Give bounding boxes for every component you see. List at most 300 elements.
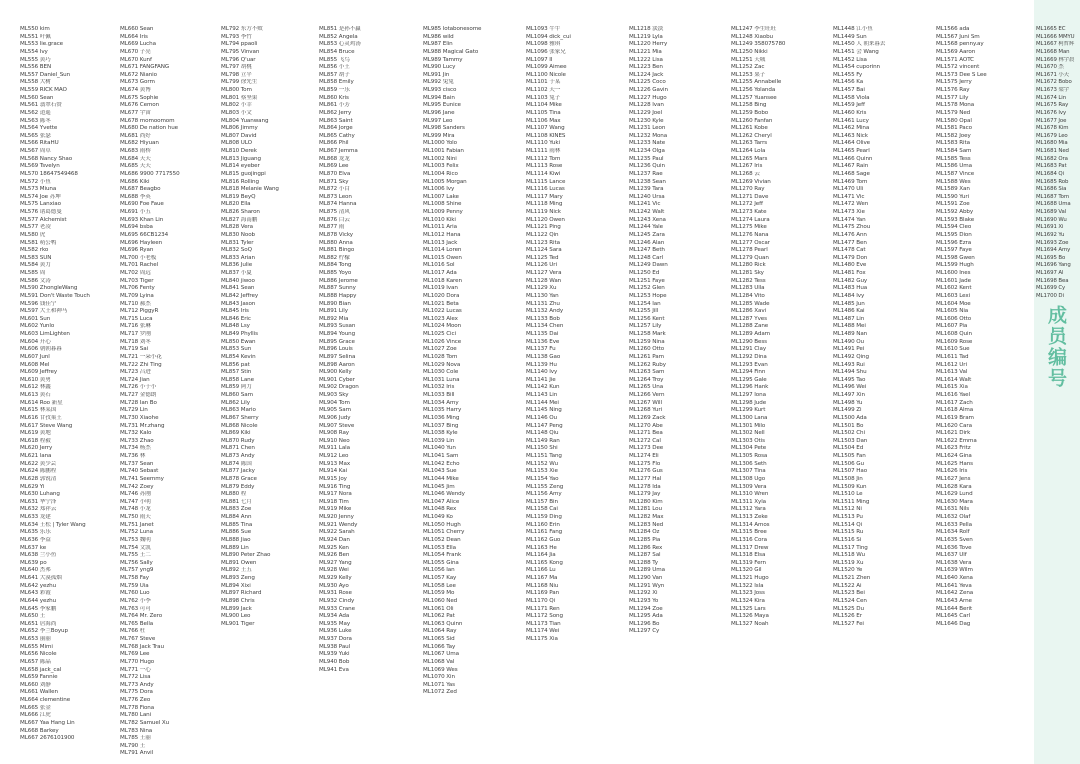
member-entry: ML888 Jiao (221, 536, 251, 543)
member-entry: ML1476 Ann (833, 231, 867, 238)
member-entry: ML1227 Hugo (629, 94, 667, 101)
member-entry: ML1285 Pia (629, 536, 661, 543)
member-entry: ML1170 Qi (526, 597, 556, 604)
member-entry: ML1052 Dean (423, 536, 461, 543)
member-entry: ML877 雨 (319, 224, 345, 231)
member-entry: ML1249 358075780 (731, 41, 786, 48)
member-entry: ML1516 Si (833, 536, 862, 543)
member-entry: ML858 Emily (319, 79, 354, 86)
member-entry: ML1520 Ye (833, 567, 863, 574)
member-entry: ML1512 Ni (833, 506, 862, 513)
member-entry: ML1695 Bo (1036, 254, 1066, 261)
member-entry: ML1261 Kobe (731, 125, 768, 132)
member-entry: ML1254 Ian (629, 300, 661, 307)
member-entry: ML666 江虎 (20, 712, 51, 719)
member-entry: ML1603 Lexi (936, 292, 971, 299)
member-entry: ML989 Tammy (423, 56, 463, 63)
member-entry: ML640 杰弗 (20, 567, 51, 574)
member-entry: ML1294 Finn (731, 369, 766, 376)
member-entry: ML665 张金 (20, 704, 51, 711)
member-entry: ML1261 Pam (629, 353, 664, 360)
member-entry: ML671 FANGFANG (120, 64, 170, 71)
member-entry: ML1623 Fritz (936, 445, 971, 452)
member-entry: ML883 Zoe (221, 506, 252, 513)
member-entry: ML728 Ian Bo (120, 399, 157, 406)
member-entry: ML1159 Ding (526, 514, 562, 520)
member-entry: ML653 丽丽 (20, 636, 51, 642)
member-entry: ML1120 Owen (526, 216, 565, 223)
member-entry: ML758 Fay (120, 575, 149, 581)
member-entry: ML755 王二 (120, 552, 151, 559)
member-entry: ML690 Foe Faue (120, 201, 164, 208)
member-entry: ML1113 Rose (526, 163, 563, 170)
member-entry: ML897 Richard (221, 590, 262, 597)
member-entry: ML1604 Moe (936, 300, 971, 307)
member-entry: ML1668 Man (1036, 48, 1070, 55)
member-entry: ML855 飞鸟 (319, 56, 350, 63)
member-entry: ML1283 Ulla (731, 285, 765, 292)
member-entry: ML1222 Lisa (629, 56, 663, 63)
member-entry: ML1272 Cal (629, 437, 661, 444)
member-entry: ML910 Neo (319, 437, 350, 444)
member-entry: ML1322 Isla (731, 582, 764, 589)
member-entry: ML871 Sky (319, 178, 349, 185)
member-entry: ML1119 Nick (526, 209, 561, 215)
member-entry: ML1250 Ed (629, 270, 660, 276)
member-entry: ML1592 Abby (936, 209, 974, 215)
member-entry: ML688 李英 (120, 193, 151, 200)
member-entry: ML1269 Zack (629, 414, 666, 421)
member-entry: ML660 Sean (120, 26, 154, 32)
member-entry: ML1054 Frank (423, 552, 462, 559)
member-entry: ML1252 Glen (629, 285, 665, 292)
member-entry: ML831 Tyler (221, 239, 254, 246)
member-entry: ML1070 Xin (423, 674, 455, 681)
member-entry: ML843 Jason (221, 300, 256, 307)
member-entry: ML934 Ada (319, 613, 350, 620)
member-entry: ML885 Yoyo (319, 270, 352, 276)
member-entry: ML576 诸葛德曼 (20, 209, 62, 215)
member-entry: ML893 Zeng (221, 575, 255, 581)
member-entry: ML1677 Joe (1036, 117, 1067, 124)
side-member-column (1036, 26, 1080, 301)
member-entry: ML1449 Sun (833, 33, 867, 40)
member-entry: ML1146 Ou (526, 414, 558, 421)
member-entry: ML702 周远 (120, 270, 151, 276)
member-entry: ML769 Lee (120, 651, 150, 658)
member-entry: ML1614 Walt (936, 376, 972, 383)
member-entry: ML691 小五 (120, 209, 151, 215)
member-entry: ML806 Jimmy (221, 125, 258, 132)
member-entry: ML638 兰小鱼 (20, 552, 57, 559)
member-entry: ML849 Phyllis (221, 331, 258, 337)
member-entry: ML1566 ada (936, 26, 970, 32)
member-column (526, 26, 626, 644)
member-entry: ML1635 Sven (936, 536, 973, 543)
member-entry: ML1602 Kent (936, 285, 972, 292)
member-entry: ML687 Beagbo (120, 186, 161, 193)
member-entry: ML1060 Ned (423, 597, 458, 604)
member-entry: ML1267 Iris (731, 163, 763, 170)
member-entry: ML1259 Bobo (731, 109, 769, 116)
member-entry: ML1058 Lee (423, 582, 456, 589)
member-entry: ML1046 Wendy (423, 491, 465, 498)
member-entry: ML795 Vinvan (221, 48, 260, 55)
member-entry: ML1610 Sue (936, 346, 970, 353)
member-entry: ML1457 Bai (833, 87, 865, 93)
member-entry: ML1017 Ada (423, 270, 457, 276)
member-entry: ML937 Dora (319, 636, 352, 642)
member-entry: ML1487 Lin (833, 315, 865, 322)
member-entry: ML800 Tom (221, 87, 252, 93)
member-entry: ML1225 Coco (629, 79, 666, 86)
member-entry: ML1515 Ru (833, 529, 864, 536)
member-entry: ML1637 Ulf (936, 552, 967, 559)
member-entry: ML1234 Olga (629, 148, 665, 154)
member-entry: ML1633 Pella (936, 521, 972, 528)
member-entry: ML1597 Faye (936, 247, 972, 254)
member-entry: ML1278 Ida (629, 483, 661, 490)
member-entry: ML764 Mr. Zero (120, 613, 163, 620)
member-entry: ML612 林鑫 (20, 384, 51, 391)
member-entry: ML1591 Zoe (936, 201, 970, 208)
member-entry: ML1247 李生旺旺 (731, 26, 777, 32)
member-entry: ML1275 Mike (731, 224, 767, 231)
member-entry: ML1235 Paul (629, 155, 664, 162)
member-entry: ML1273 Dee (629, 445, 664, 452)
member-entry: ML833 Arian (221, 254, 255, 261)
member-entry: ML1461 Lucy (833, 117, 869, 124)
member-entry: ML1691 Xi (1036, 224, 1064, 231)
member-entry: ML1645 Carl (936, 613, 971, 620)
member-entry: ML747 小明 (120, 498, 151, 505)
member-entry: ML1521 Zhen (833, 575, 871, 581)
member-entry: ML1282 Tess (731, 277, 766, 284)
member-entry: ML615 林某国 (20, 407, 57, 414)
member-column (629, 26, 727, 636)
member-entry: ML861 小芳 (319, 102, 350, 109)
member-entry: ML1275 Flo (629, 460, 661, 467)
member-entry: ML1620 Cara (936, 422, 972, 429)
member-entry: ML585 周 (20, 270, 46, 276)
member-entry: ML1320 Gil (731, 567, 762, 574)
member-entry: ML810 Derek (221, 148, 257, 154)
member-entry: ML1593 Blake (936, 216, 975, 223)
member-entry: ML1667 柯哲辉 (1036, 41, 1075, 48)
member-entry: ML782 Samuel Xu (120, 719, 170, 726)
member-entry: ML1639 Wilm (936, 567, 973, 574)
member-entry: ML1157 Bin (526, 498, 558, 505)
member-entry: ML1168 Niu (526, 582, 559, 589)
member-entry: ML1609 Rose (936, 338, 973, 345)
member-entry: ML630 Luhang (20, 491, 60, 498)
member-entry: ML1579 Ned (936, 109, 971, 116)
member-entry: ML1013 Jack (423, 239, 458, 246)
member-entry: ML633 龙建 (20, 514, 51, 520)
member-entry: ML1259 Nina (629, 338, 665, 345)
member-entry: ML1174 Wei (526, 628, 560, 635)
member-entry: ML816 Rolling (221, 178, 259, 185)
member-entry: ML619 黄地 (20, 430, 51, 437)
member-entry: ML940 Bob (319, 658, 350, 665)
member-entry: ML985 lotabonesome (423, 26, 482, 32)
member-entry: ML818 Melanie Wang (221, 186, 279, 193)
member-entry: ML1289 Uma (629, 567, 665, 574)
member-entry: ML1050 Hugh (423, 521, 461, 528)
member-entry: ML1292 Xi (629, 590, 658, 597)
member-entry: ML804 Yuanwang (221, 117, 269, 124)
member-entry: ML877 Jacky (221, 468, 255, 475)
member-entry: ML1005 Morgan (423, 178, 467, 185)
member-entry: ML566 RitaHU (20, 140, 59, 147)
member-entry: ML1153 Xie (526, 468, 558, 475)
member-entry: ML1238 Sean (629, 178, 666, 185)
member-entry: ML826 Sharon (221, 209, 260, 215)
member-entry: ML1011 Aria (423, 224, 457, 231)
member-entry: ML617 Steve Wang (20, 422, 73, 429)
member-entry: ML927 Yang (319, 559, 352, 566)
member-entry: ML759 Uia (120, 582, 149, 589)
member-entry: ML1043 Sue (423, 468, 457, 475)
member-entry: ML1524 Cen (833, 597, 867, 604)
member-entry: ML1142 Kun (526, 384, 560, 391)
member-entry: ML1066 Tay (423, 643, 456, 650)
member-entry: ML890 Peter Zhao (221, 552, 271, 559)
member-entry: ML905 Sam (319, 407, 351, 414)
member-entry: ML922 Sarah (319, 529, 355, 536)
member-entry: ML1501 Bo (833, 422, 864, 429)
member-entry: ML796 Q'uar (221, 56, 256, 63)
member-entry: ML868 Nicole (221, 422, 258, 429)
member-entry: ML1149 Ran (526, 437, 560, 444)
member-entry: ML807 David (221, 132, 257, 139)
member-entry: ML791 Anvil (120, 750, 154, 757)
member-entry: ML854 Bruce (319, 48, 355, 55)
member-entry: ML1122 Qin (526, 231, 559, 238)
member-entry: ML660 刘静 (20, 681, 51, 688)
member-entry: ML1608 Quin (936, 331, 972, 337)
member-entry: ML712 PiggyR (120, 308, 159, 315)
member-entry: ML1590 Yuri (936, 193, 970, 200)
member-entry: ML1506 Gu (833, 460, 864, 467)
member-entry: ML860 Sam (221, 392, 253, 398)
member-entry: ML900 Kelly (319, 369, 352, 376)
member-entry: ML864 Jorge (319, 125, 353, 132)
member-entry: ML1229 Joel (629, 109, 662, 116)
member-entry: ML842 Jeffrey (221, 292, 259, 299)
member-entry: ML988 Magical Gato (423, 48, 479, 55)
member-entry: ML1224 Jack (629, 71, 664, 78)
member-entry: ML1270 Ray (731, 186, 765, 193)
member-entry: ML1577 Lily (936, 94, 969, 101)
member-entry: ML1496 Wei (833, 384, 867, 391)
member-entry: ML1324 Kira (731, 597, 765, 604)
member-entry: ML1156 Amy (526, 491, 562, 498)
member-entry: ML1272 Jeff (731, 201, 763, 208)
member-entry: ML682 Hiyuan (120, 140, 159, 147)
member-entry: ML1047 Alice (423, 498, 460, 505)
member-entry: ML1105 Tina (526, 109, 561, 116)
member-entry: ML1286 Xavi (731, 308, 766, 315)
member-entry: ML899 Jack (221, 605, 252, 612)
member-entry: ML1300 Lana (731, 414, 768, 421)
member-entry: ML1502 Chi (833, 430, 865, 437)
member-entry: ML645 李家鹏 (20, 605, 57, 612)
member-entry: ML596 钱佳宁 (20, 300, 57, 307)
member-entry: ML891 Lily (319, 308, 348, 315)
member-entry: ML1309 Vera (731, 483, 767, 490)
member-entry: ML722 Zhi Ting (120, 361, 162, 368)
member-entry: ML1468 Sage (833, 170, 870, 177)
member-entry: ML1021 Beta (423, 300, 459, 307)
member-entry: ML990 Lucy (423, 64, 456, 71)
member-entry: ML775 Dora (120, 689, 153, 696)
member-entry: ML1617 Zach (936, 399, 973, 406)
member-entry: ML1262 Ruby (629, 361, 666, 368)
member-entry: ML1297 Iona (731, 392, 766, 398)
member-entry: ML1527 Fei (833, 620, 864, 627)
member-entry: ML873 Andy (221, 453, 255, 459)
member-entry: ML1327 Noah (731, 620, 769, 627)
member-entry: ML1698 Bea (1036, 277, 1069, 284)
member-entry: ML1282 Max (629, 514, 664, 520)
member-entry: ML1498 Yu (833, 399, 863, 406)
member-entry: ML1169 Pan (526, 590, 560, 597)
member-entry: ML1615 Xia (936, 384, 968, 391)
member-column (423, 26, 522, 697)
member-entry: ML1010 Kiki (423, 216, 456, 223)
member-entry: ML1132 Andy (526, 308, 564, 315)
member-entry: ML1699 Cy (1036, 285, 1066, 292)
member-entry: ML1242 Walt (629, 209, 665, 215)
member-entry: ML1094 dick_cui (526, 33, 571, 40)
member-entry: ML591 Don't Waste Touch (20, 292, 90, 299)
member-entry: ML609 Jeffrey (20, 369, 58, 376)
section-title: 成员编号 (1045, 305, 1067, 389)
member-entry: ML1240 Ursa (629, 193, 665, 200)
member-entry: ML895 Grace (319, 338, 355, 345)
member-entry: ML750 雨天 (120, 514, 151, 520)
member-entry: ML740 Sebast (120, 468, 159, 475)
member-entry: ML1166 Lu (526, 567, 556, 574)
member-entry: ML695 66CB1234 (120, 231, 169, 238)
member-entry: ML1310 Wren (731, 491, 769, 498)
member-entry: ML1062 Pat (423, 613, 455, 620)
member-entry: ML837 小夏 (221, 270, 252, 276)
member-entry: ML565 张瑟 (20, 132, 51, 139)
member-entry: ML1671 小天 (1036, 71, 1069, 78)
member-entry: ML655 Mimi (20, 643, 53, 650)
member-entry: ML1483 Hua (833, 285, 868, 292)
member-entry: ML551 叶佩 (20, 33, 51, 40)
member-entry: ML668 Barkey (20, 727, 59, 734)
member-entry: ML727 金德朗 (120, 392, 157, 398)
member-entry: ML582 rko (20, 247, 49, 254)
member-entry: ML568 Nancy Shao (20, 155, 73, 162)
member-entry: ML1027 Zoe (423, 346, 457, 353)
member-entry: ML1290 Bess (731, 338, 767, 345)
member-entry: ML771 一心 (120, 666, 151, 673)
member-entry: ML670 Kunf (120, 56, 152, 63)
member-entry: ML1063 Quinn (423, 620, 463, 627)
member-entry: ML762 小李 (120, 597, 151, 604)
member-entry: ML734 杨杰 (120, 445, 151, 452)
member-entry: ML1454 cuporinn (833, 64, 880, 71)
member-entry: ML1669 林宇晨 (1036, 56, 1075, 63)
member-entry: ML931 Rose (319, 590, 352, 597)
member-entry: ML664 Iris (120, 33, 148, 40)
member-entry: ML684 天天 (120, 155, 151, 162)
member-entry: ML1268 云 (731, 170, 760, 177)
member-entry: ML1631 Nils (936, 506, 970, 513)
member-entry: ML1028 Tom (423, 353, 458, 360)
member-entry: ML1678 Kim (1036, 125, 1069, 132)
member-entry: ML650 王 (20, 613, 46, 620)
member-entry: ML912 Leo (319, 453, 349, 459)
member-entry: ML1297 Cy (629, 628, 660, 635)
member-entry: ML756 Sally (120, 559, 153, 566)
member-entry: ML1611 Tad (936, 353, 969, 360)
member-entry: ML798 立平 (221, 71, 252, 78)
member-entry: ML559 RICK MAO (20, 87, 67, 93)
member-entry: ML1071 Yas (423, 681, 455, 688)
member-entry: ML1100 Nicole (526, 71, 566, 78)
member-entry: ML1482 Guy (833, 277, 868, 284)
member-entry: ML866 Phil (319, 140, 349, 147)
member-entry: ML848 Lsy (221, 323, 250, 330)
member-entry: ML1245 Zara (629, 231, 665, 238)
member-entry: ML868 龙龙 (319, 155, 350, 162)
member-entry: ML886 Jerome (319, 277, 358, 284)
member-entry: ML1629 Lund (936, 491, 973, 498)
member-entry: ML1670 杰 (1036, 64, 1064, 71)
member-entry: ML851 是孙不赢 (319, 26, 361, 32)
member-entry: ML1099 Aimee (526, 64, 567, 71)
member-entry: ML732 Kalo (120, 430, 152, 437)
member-entry: ML729 Lin (120, 407, 148, 414)
member-entry: ML667 Yaa Hang Lin (20, 719, 75, 726)
member-entry: ML618 程毅 (20, 437, 51, 444)
member-entry: ML1016 Sol (423, 262, 455, 269)
member-entry: ML1299 Kurt (731, 407, 766, 414)
member-entry: ML901 Tiger (221, 620, 255, 627)
member-entry: ML1636 Tove (936, 544, 972, 551)
member-entry: ML733 Zhao (120, 437, 154, 444)
member-entry: ML1451 会 Wang (833, 48, 879, 55)
member-entry: ML924 Dan (319, 536, 350, 543)
member-entry: ML845 Iris (221, 308, 249, 315)
member-entry: ML1578 Mona (936, 102, 975, 109)
member-entry: ML1680 Mia (1036, 140, 1068, 147)
member-entry: ML1280 Rick (731, 262, 766, 269)
member-entry: ML1026 Vince (423, 338, 462, 345)
member-entry: ML678 momoomom (120, 117, 175, 124)
member-entry: ML1688 Uma (1036, 201, 1071, 208)
member-entry: ML938 Paul (319, 643, 351, 650)
member-entry: ML1012 Hana (423, 231, 461, 238)
member-entry: ML1232 Mona (629, 132, 668, 139)
member-entry: ML1490 Ou (833, 338, 865, 345)
member-entry: ML870 Elva (319, 170, 351, 177)
member-entry: ML1040 Yun (423, 445, 456, 452)
member-entry: ML1455 Fy (833, 71, 863, 78)
member-entry: ML1624 Gina (936, 453, 972, 459)
member-entry: ML880 程 (221, 491, 247, 498)
member-entry: ML869 Kiki (221, 430, 251, 437)
member-entry: ML1032 Iris (423, 384, 455, 391)
member-column (20, 26, 116, 743)
member-entry: ML1257 Lily (629, 323, 662, 330)
